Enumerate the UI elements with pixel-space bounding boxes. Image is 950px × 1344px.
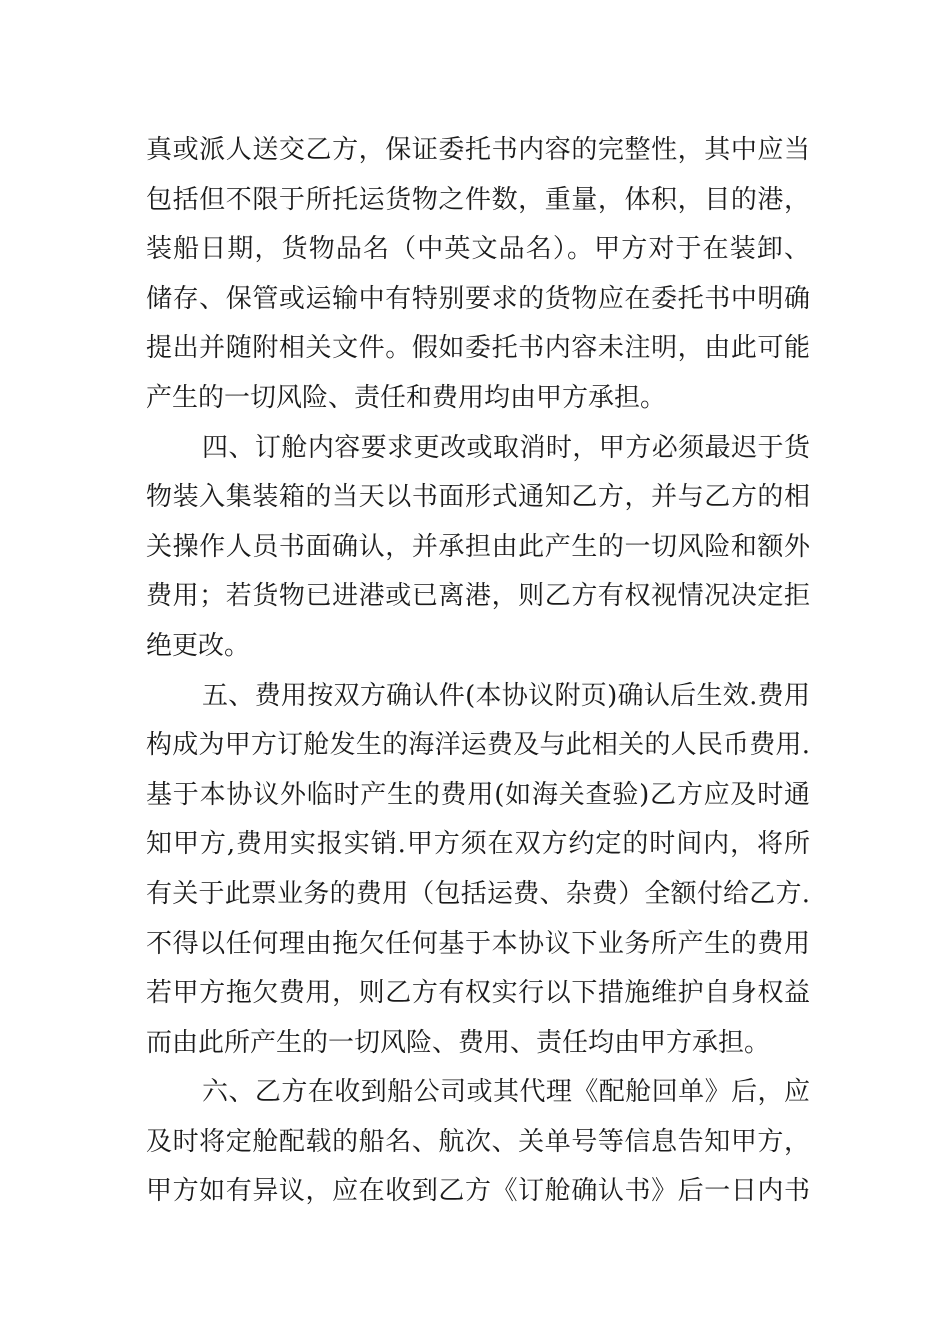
- paragraph-clause-4: [146, 424, 810, 672]
- document-body: [146, 126, 810, 1217]
- text-line: 关操作人员书面确认，并承担由此产生的一切风险和额外: [146, 531, 810, 562]
- text-line: 储存、保管或运输中有特别要求的货物应在委托书中明确: [146, 283, 810, 314]
- text-line: 及时将定舱配载的船名、航次、关单号等信息告知甲方，: [146, 1126, 810, 1157]
- text-line: 若甲方拖欠费用，则乙方有权实行以下措施维护自身权益: [146, 978, 810, 1009]
- paragraph-clause-5: [146, 672, 810, 1069]
- text-line: 产生的一切风险、责任和费用均由甲方承担。: [146, 382, 667, 413]
- text-line: 五、费用按双方确认件(本协议附页)确认后生效.费用: [202, 680, 810, 711]
- text-line: 甲方如有异议，应在收到乙方《订舱确认书》后一日内书: [146, 1176, 810, 1207]
- text-line: 知甲方,费用实报实销.甲方须在双方约定的时间内，将所: [146, 829, 810, 860]
- text-line: 物装入集装箱的当天以书面形式通知乙方，并与乙方的相: [146, 482, 810, 513]
- text-line: 六、乙方在收到船公司或其代理《配舱回单》后，应: [202, 1077, 810, 1108]
- text-line: 有关于此票业务的费用（包括运费、杂费）全额付给乙方.: [146, 878, 810, 909]
- paragraph-continuation: [146, 126, 810, 424]
- text-line: 绝更改。: [146, 630, 251, 661]
- text-line: 构成为甲方订舱发生的海洋运费及与此相关的人民币费用.: [146, 730, 810, 761]
- text-line: 真或派人送交乙方，保证委托书内容的完整性，其中应当: [146, 135, 810, 165]
- text-line: 四、订舱内容要求更改或取消时，甲方必须最迟于货: [202, 432, 810, 463]
- text-line: 包括但不限于所托运货物之件数，重量，体积，目的港，: [146, 184, 810, 215]
- text-line: 装船日期，货物品名（中英文品名）。甲方对于在装卸、: [146, 234, 810, 265]
- text-line: 提出并随附相关文件。假如委托书内容未注明，由此可能: [146, 333, 810, 364]
- text-line: 而由此所产生的一切风险、费用、责任均由甲方承担。: [146, 1027, 771, 1058]
- text-line: 费用；若货物已进港或已离港，则乙方有权视情况决定拒: [146, 581, 810, 612]
- text-line: 基于本协议外临时产生的费用(如海关查验)乙方应及时通: [146, 779, 810, 810]
- text-line: 不得以任何理由拖欠任何基于本协议下业务所产生的费用: [146, 928, 810, 959]
- paragraph-clause-6: [146, 1068, 810, 1217]
